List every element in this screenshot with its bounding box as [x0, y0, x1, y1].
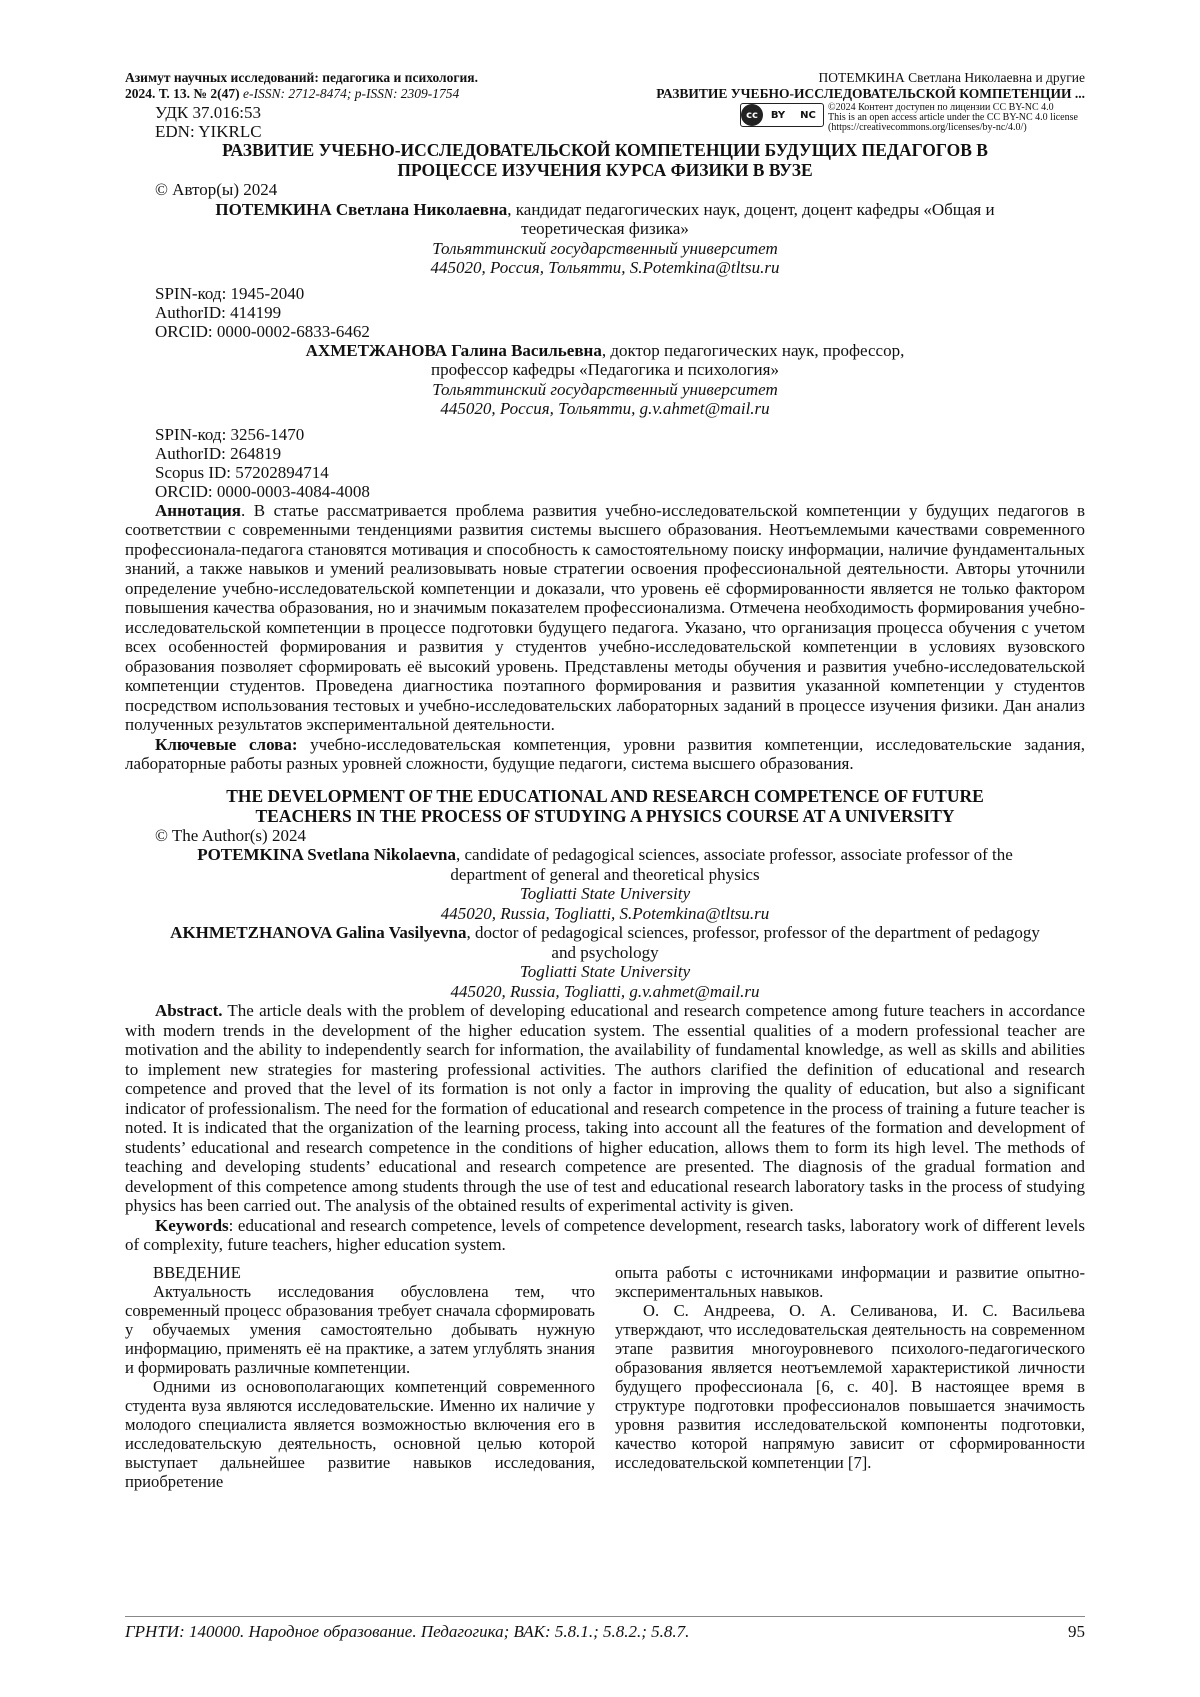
abstract-en-label: Abstract.	[155, 1001, 223, 1020]
abstract-en-text: The article deals with the problem of developing educational and research competence among future teachers in accordance with modern trends in the development of the higher education system. The essential qualities of a modern professional teacher are motivation and the ability to independently search for information, the availability of fundamental knowledge, as well as skills and abilities to implement new strategies for mastering professional activities. The authors clarified the definition of educational and research competence and proved that the level of its formation is not only a factor in improving the quality of education, but also a significant indicator of professionalism. The need for the formation of educational and research competence in the process of training a future teacher is noted. It is indicated that the organization of the learning process, taking into account all the features of the formation and development of students’ educational and research competence in the conditions of higher education, allows them to form its high level. The methods of teaching and developing students’ educational and research competence are presented. The diagnosis of the gradual formation and development of this competence among students through the use of test and educational research laboratory tasks in the process of studying physics has been carried out. The analysis of the obtained results of experimental activity is given.	[125, 1001, 1085, 1215]
title-en	[125, 786, 1085, 826]
author1-spin: SPIN-код: 1945-2040	[155, 283, 305, 303]
left-column	[125, 1263, 595, 1491]
copyright-en: © The Author(s) 2024	[155, 825, 306, 845]
author1-ru-org: Тольяттинский государственный университет	[432, 238, 778, 258]
license-text	[828, 103, 1078, 133]
author2-en-org: Togliatti State University	[519, 962, 691, 981]
running-header	[125, 58, 1085, 100]
author2-ru-addr[interactable]: 445020, Россия, Тольятти, g.v.ahmet@mail.ru	[440, 399, 770, 418]
author1-en	[125, 845, 1085, 884]
keywords-ru-text: учебно-исследовательская компетенция, уровни развития компетенции, исследовательские задания, лабораторные работы разных уровней сложности, будущие педагоги, система высшего образования.	[125, 734, 1085, 773]
author2-en-name: AKHMETZHANOVA Galina Vasilyevna	[170, 923, 467, 942]
author1-authorid: AuthorID: 414199	[155, 302, 282, 322]
footer-classification: ГРНТИ: 140000. Народное образование. Педагогика; ВАК: 5.8.1.; 5.8.2.; 5.8.7.	[125, 1622, 690, 1641]
author1-en-name: POTEMKINA Svetlana Nikolaevna	[197, 845, 456, 864]
cc-icon-cc: cc	[741, 104, 763, 126]
page-footer	[125, 1622, 1085, 1642]
udk: УДК 37.016:53	[155, 103, 261, 122]
author2-ru-name: АХМЕТЖАНОВА Галина Васильевна	[305, 340, 602, 360]
author2-scopus: Scopus ID: 57202894714	[155, 462, 329, 482]
author1-ru-name: ПОТЕМКИНА Светлана Николаевна	[215, 199, 508, 219]
author1-ru-addr[interactable]: 445020, Россия, Тольятти, S.Potemkina@tltsu.ru	[430, 258, 780, 277]
author2-authorid: AuthorID: 264819	[155, 443, 282, 463]
running-article-title: РАЗВИТИЕ УЧЕБНО-ИССЛЕДОВАТЕЛЬСКОЙ КОМПЕТЕНЦИИ ...	[656, 86, 1085, 101]
title-en-line2: TEACHERS IN THE PROCESS OF STUDYING A PHYSICS COURSE AT A UNIVERSITY	[255, 805, 955, 826]
right-paragraph-2: О. С. Андреева, О. А. Селиванова, И. С. Васильева утверждают, что исследовательская деятельность на современном этапе развития многоуровневого психолого-педагогического образования является неотъемлемой характеристикой личности будущего профессионала [6, с. 40]. В настоящее время в структуре подготовки профессионалов повышается значимость уровня развития исследовательской компоненты подготовки, качество которой напрямую зависит от сформированности исследовательской компетенции [7].	[615, 1300, 1085, 1472]
keywords-ru	[125, 735, 1085, 774]
license-block	[740, 103, 1078, 133]
article-page	[125, 58, 1085, 1491]
author1-ru-desc: , кандидат педагогических наук, доцент, доцент кафедры «Общая и теоретическая физика»	[507, 199, 995, 238]
author1-ru	[125, 200, 1085, 239]
left-paragraph-2: Одними из основополагающих компетенций современного студента вуза являются исследовательские. Именно их наличие у молодого специалиста является возможностью включения его в исследовательскую деятельность, основной целью которой выступает дальнейшее развитие навыков исследования, приобретение	[125, 1376, 595, 1491]
abstract-ru-label: Аннотация	[155, 500, 241, 520]
author2-en-desc: , doctor of pedagogical sciences, professor, professor of the department of pedagogy and psychology	[466, 923, 1040, 962]
author1-ids	[125, 284, 1085, 341]
udk-edn	[155, 103, 262, 141]
author2-ru-desc2: профессор кафедры «Педагогика и психология»	[431, 360, 779, 379]
title-ru-line1: РАЗВИТИЕ УЧЕБНО-ИССЛЕДОВАТЕЛЬСКОЙ КОМПЕТЕНЦИИ БУДУЩИХ ПЕДАГОГОВ В	[222, 140, 988, 160]
cc-icon-by: BY	[770, 109, 786, 121]
author1-en-desc: , candidate of pedagogical sciences, associate professor, associate professor of the department of general and theoretical physics	[450, 845, 1013, 884]
license-line3[interactable]: (https://creativecommons.org/licenses/by-nc/4.0/)	[828, 122, 1027, 133]
author2-ru-desc1: , доктор педагогических наук, профессор,	[601, 340, 905, 360]
author2-spin: SPIN-код: 3256-1470	[155, 424, 305, 444]
section-heading-intro: ВВЕДЕНИЕ	[153, 1262, 241, 1282]
author2-ids	[125, 425, 1085, 501]
footer-rule	[125, 1616, 1085, 1617]
author1-en-addr[interactable]: 445020, Russia, Togliatti, S.Potemkina@tltsu.ru	[440, 903, 770, 923]
author2-ru	[125, 341, 1085, 361]
title-ru	[125, 140, 1085, 180]
author2-orcid[interactable]: ORCID: 0000-0003-4084-4008	[155, 481, 370, 501]
keywords-en-text: : educational and research competence, levels of competence development, research tasks, laboratory work of different levels of complexity, future teachers, higher education system.	[125, 1215, 1085, 1254]
running-title	[656, 70, 1085, 102]
journal-line1: Азимут научных исследований: педагогика и психология.	[125, 70, 478, 85]
abstract-ru	[125, 501, 1085, 735]
cc-icon-nc: NC	[800, 109, 816, 121]
author1-en-org: Togliatti State University	[519, 884, 691, 903]
abstract-ru-text: . В статье рассматривается проблема развития учебно-исследовательской компетенции у будущих педагогов в соответствии с современными тенденциями развития системы высшего образования. Неотъемлемыми качествами современного профессионала-педагога становятся мотивация и способность к самостоятельному поиску информации, наличие фундаментальных знаний, а также навыков и умений реализовывать новые стратегии освоения профессиональной деятельности. Авторы уточнили определение учебно-исследовательской компетенции и доказали, что уровень её сформированности является не только фактором повышения качества образования, но и значимым показателем профессионализма. Отмечена необходимость формирования учебно-исследовательской компетенции в процессе подготовки будущего педагога. Указано, что организация процесса обучения с учетом всех особенностей формирования и развития у студентов учебно-исследовательской компетенции в условиях вузовского образования позволяет сформировать её высокий уровень. Представлены методы обучения и развития учебно-исследовательской компетенции студентов. Проведена диагностика поэтапного формирования и развития указанной компетенции у студентов посредством использования тестовых и учебно-исследовательских лабораторных заданий в процессе изучения физики. Дан анализ полученных результатов экспериментальной деятельности.	[125, 500, 1085, 734]
title-en-line1: THE DEVELOPMENT OF THE EDUCATIONAL AND RESEARCH COMPETENCE OF FUTURE	[226, 785, 984, 806]
author1-orcid[interactable]: ORCID: 0000-0002-6833-6462	[155, 321, 370, 341]
journal-issn: e-ISSN: 2712-8474; p-ISSN: 2309-1754	[242, 86, 460, 101]
running-authors: ПОТЕМКИНА Светлана Николаевна и другие	[818, 70, 1085, 85]
keywords-ru-label: Ключевые слова:	[155, 734, 298, 754]
abstract-en	[125, 1001, 1085, 1216]
author2-ru-org: Тольяттинский государственный университет	[432, 379, 778, 399]
edn: EDN: YIKRLC	[155, 122, 262, 141]
journal-info	[125, 70, 478, 102]
journal-volume: 2024. Т. 13. № 2(47)	[125, 86, 240, 101]
body-columns	[125, 1263, 1085, 1491]
license-line1: ©2024 Контент доступен по лицензии CC BY-NC 4.0	[828, 102, 1054, 113]
author2-en-addr[interactable]: 445020, Russia, Togliatti, g.v.ahmet@mail.ru	[450, 981, 760, 1001]
right-paragraph-1: опыта работы с источниками информации и развитие опытно-экспериментальных навыков.	[615, 1262, 1085, 1301]
right-column	[615, 1263, 1085, 1491]
left-paragraph-1: Актуальность исследования обусловлена тем, что современный процесс образования требует сначала сформировать у обучаемых умения самостоятельно добывать нужную информацию, применять её на практике, а затем углублять знания и формировать различные компетенции.	[125, 1281, 595, 1377]
keywords-en	[125, 1216, 1085, 1255]
title-ru-line2: ПРОЦЕССЕ ИЗУЧЕНИЯ КУРСА ФИЗИКИ В ВУЗЕ	[397, 160, 813, 180]
meta-row	[125, 100, 1085, 140]
license-line2: This is an open access article under the CC BY-NC 4.0 license	[828, 112, 1078, 123]
page-number: 95	[1068, 1622, 1085, 1641]
keywords-en-label: Keywords	[155, 1215, 229, 1235]
cc-license-icon[interactable]	[740, 103, 824, 127]
copyright-ru: © Автор(ы) 2024	[155, 180, 278, 199]
author2-en	[125, 923, 1085, 962]
